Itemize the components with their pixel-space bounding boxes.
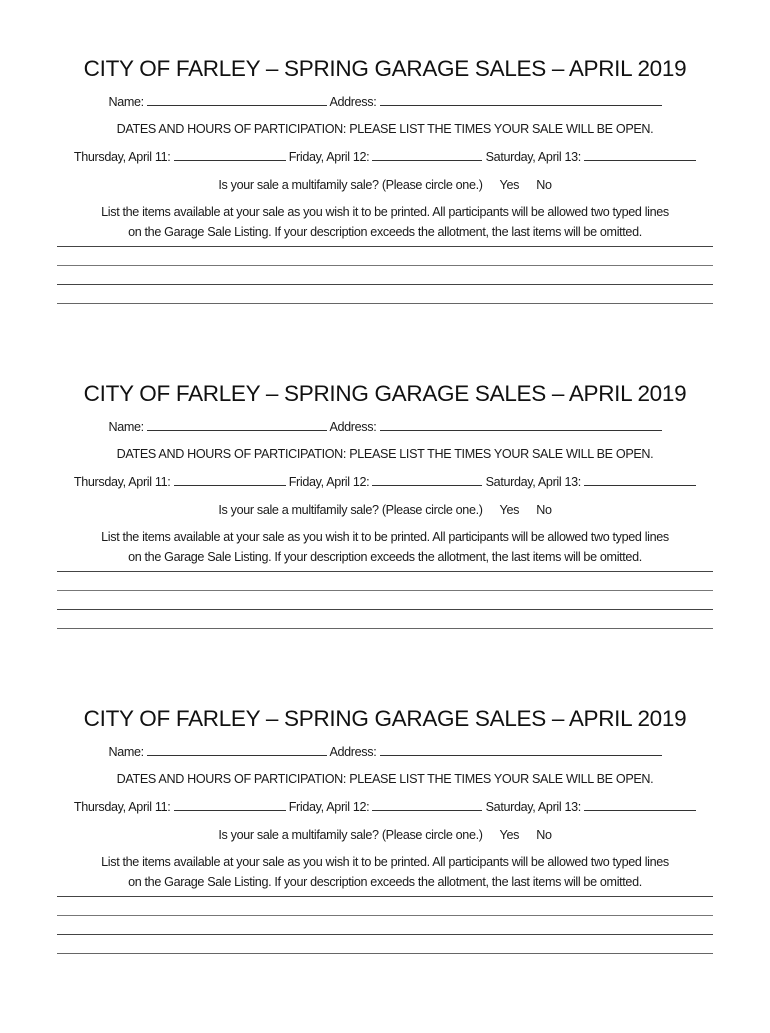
no-option[interactable]: No [536, 503, 552, 517]
multifamily-row [0, 503, 770, 517]
friday-label: Friday, April 12: [288, 475, 370, 489]
name-field[interactable] [147, 420, 327, 431]
dates-heading: DATES AND HOURS OF PARTICIPATION: PLEASE LIST THE TIMES YOUR SALE WILL BE OPEN. [116, 772, 654, 786]
friday-hours-field[interactable] [372, 475, 482, 486]
form-title: CITY OF FARLEY – SPRING GARAGE SALES – APRIL 2019 [83, 381, 687, 406]
thursday-label: Thursday, April 11: [73, 800, 171, 814]
days-row [0, 475, 770, 489]
name-field[interactable] [147, 745, 327, 756]
garage-sale-form-1 [0, 58, 770, 383]
item-write-line-2[interactable] [57, 590, 713, 591]
multifamily-question: Is your sale a multifamily sale? (Please circle one.) [218, 178, 483, 192]
name-address-row [0, 745, 770, 759]
item-write-line-3[interactable] [57, 609, 713, 610]
no-option[interactable]: No [536, 178, 552, 192]
thursday-label: Thursday, April 11: [73, 150, 171, 164]
name-label: Name: [108, 420, 144, 434]
instructions-line-2: on the Garage Sale Listing. If your description exceeds the allotment, the last items will be omitted. [128, 225, 642, 239]
thursday-hours-field[interactable] [174, 475, 286, 486]
friday-label: Friday, April 12: [288, 150, 370, 164]
address-label: Address: [329, 745, 377, 759]
saturday-label: Saturday, April 13: [485, 475, 581, 489]
address-field[interactable] [380, 745, 662, 756]
item-write-line-4[interactable] [57, 628, 713, 629]
friday-hours-field[interactable] [372, 150, 482, 161]
multifamily-question: Is your sale a multifamily sale? (Please circle one.) [218, 828, 483, 842]
garage-sale-form-3 [0, 708, 770, 1033]
address-label: Address: [329, 420, 377, 434]
item-write-line-2[interactable] [57, 915, 713, 916]
instructions-line-1: List the items available at your sale as you wish it to be printed. All participants will be allowed two typed lines [101, 855, 669, 869]
name-label: Name: [108, 95, 144, 109]
item-write-line-4[interactable] [57, 303, 713, 304]
item-write-line-3[interactable] [57, 934, 713, 935]
days-row [0, 150, 770, 164]
item-write-line-1[interactable] [57, 896, 713, 897]
multifamily-question: Is your sale a multifamily sale? (Please circle one.) [218, 503, 483, 517]
days-row [0, 800, 770, 814]
instructions-line-2: on the Garage Sale Listing. If your description exceeds the allotment, the last items will be omitted. [128, 550, 642, 564]
saturday-label: Saturday, April 13: [485, 800, 581, 814]
yes-option[interactable]: Yes [499, 503, 520, 517]
name-address-row [0, 420, 770, 434]
address-label: Address: [329, 95, 377, 109]
form-title: CITY OF FARLEY – SPRING GARAGE SALES – APRIL 2019 [83, 706, 687, 731]
name-field[interactable] [147, 95, 327, 106]
form-title: CITY OF FARLEY – SPRING GARAGE SALES – APRIL 2019 [83, 56, 687, 81]
friday-label: Friday, April 12: [288, 800, 370, 814]
saturday-hours-field[interactable] [584, 150, 696, 161]
item-write-line-3[interactable] [57, 284, 713, 285]
item-write-line-1[interactable] [57, 246, 713, 247]
multifamily-row [0, 178, 770, 192]
friday-hours-field[interactable] [372, 800, 482, 811]
thursday-hours-field[interactable] [174, 800, 286, 811]
item-write-line-1[interactable] [57, 571, 713, 572]
item-write-line-2[interactable] [57, 265, 713, 266]
thursday-hours-field[interactable] [174, 150, 286, 161]
address-field[interactable] [380, 95, 662, 106]
yes-option[interactable]: Yes [499, 178, 520, 192]
saturday-hours-field[interactable] [584, 475, 696, 486]
thursday-label: Thursday, April 11: [73, 475, 171, 489]
name-address-row [0, 95, 770, 109]
instructions-line-1: List the items available at your sale as you wish it to be printed. All participants will be allowed two typed lines [101, 530, 669, 544]
item-write-line-4[interactable] [57, 953, 713, 954]
name-label: Name: [108, 745, 144, 759]
saturday-label: Saturday, April 13: [485, 150, 581, 164]
instructions-line-1: List the items available at your sale as you wish it to be printed. All participants will be allowed two typed lines [101, 205, 669, 219]
yes-option[interactable]: Yes [499, 828, 520, 842]
saturday-hours-field[interactable] [584, 800, 696, 811]
no-option[interactable]: No [536, 828, 552, 842]
instructions-line-2: on the Garage Sale Listing. If your description exceeds the allotment, the last items will be omitted. [128, 875, 642, 889]
address-field[interactable] [380, 420, 662, 431]
dates-heading: DATES AND HOURS OF PARTICIPATION: PLEASE LIST THE TIMES YOUR SALE WILL BE OPEN. [116, 122, 654, 136]
garage-sale-form-2 [0, 383, 770, 708]
multifamily-row [0, 828, 770, 842]
dates-heading: DATES AND HOURS OF PARTICIPATION: PLEASE LIST THE TIMES YOUR SALE WILL BE OPEN. [116, 447, 654, 461]
